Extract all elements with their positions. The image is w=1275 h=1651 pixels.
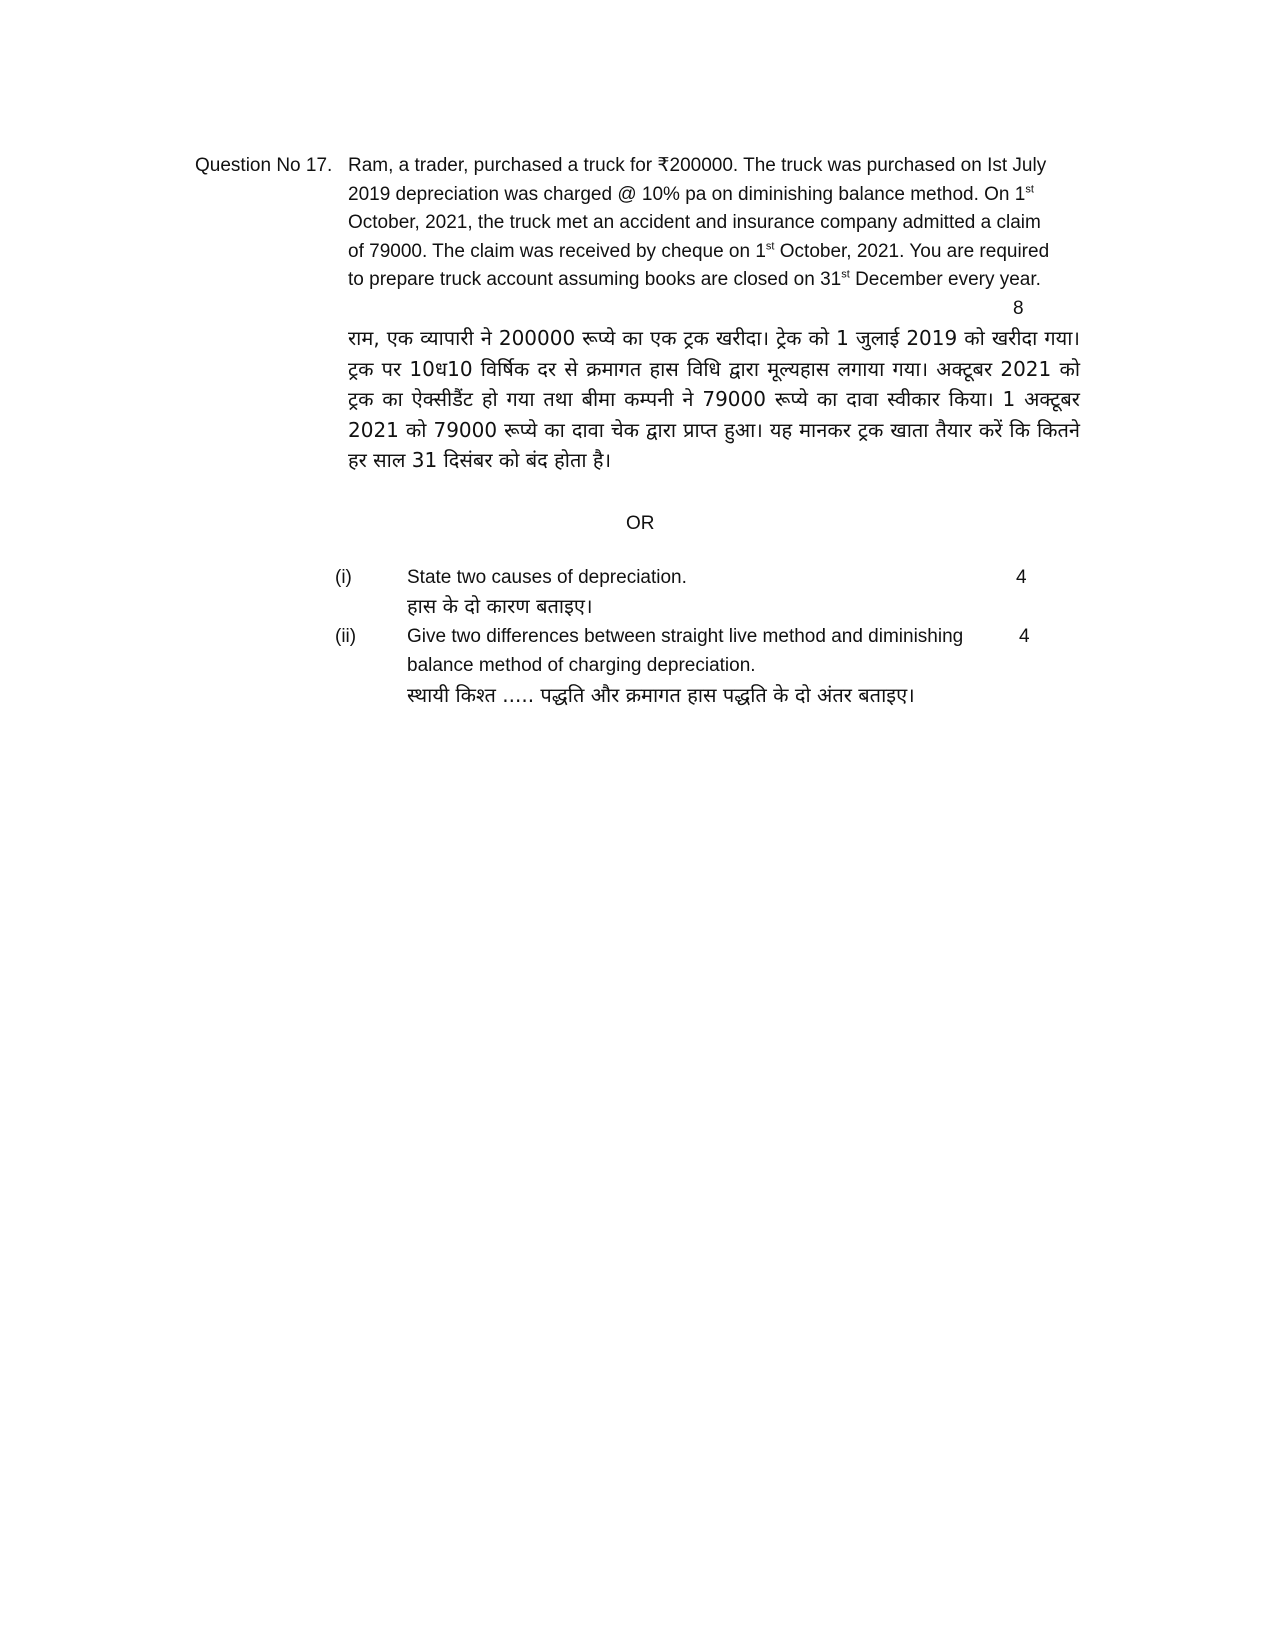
question-line-4 (348, 238, 1080, 267)
question-hindi-text: राम, एक व्यापारी ने 200000 रूप्ये का एक ट्रक खरीदा। ट्रेक को 1 जुलाई 2019 को खरीदा गया। ट्रक पर 10ध10 विर्षिक दर से क्रमागत हास विधि द्वारा मूल्यहास लगाया गया। अक्टूबर 2021 को ट्रक का ऐक्सीडैंट हो गया तथा बीमा कम्पनी ने 79000 रूप्ये का दावा स्वीकार किया। 1 अक्टूबर 2021 को 79000 रूप्ये का दावा चेक द्वारा प्राप्त हुआ। यह मानकर ट्रक खाता तैयार करें कि कितने हर साल 31 दिसंबर को बंद होता है। (348, 326, 1080, 472)
item-marks: 4 (1019, 626, 1030, 647)
question-line-2-text: 2019 depreciation was charged @ 10% pa on diminishing balance method. On 1 (348, 183, 1026, 205)
ordinal-suffix: st (841, 268, 850, 281)
item-marks: 4 (1016, 567, 1027, 588)
item-number: (ii) (335, 626, 357, 647)
question-line-5 (348, 266, 1080, 295)
item-hindi-text: स्थायी किश्त ..... पद्धति और क्रमागत हास पद्धति के दो अंतर बताइए। (407, 683, 915, 707)
item-number: (i) (335, 567, 352, 588)
question-line-4-b: October, 2021. You are required (774, 240, 1050, 262)
question-label: Question No 17. (195, 155, 333, 176)
item-english-text: Give two differences between straight live method and diminishing balance method of charging depreciation. (407, 626, 964, 676)
ordinal-suffix: st (765, 240, 775, 253)
question-line-2 (348, 181, 1080, 210)
item-english-text: State two causes of depreciation. (407, 567, 687, 588)
or-separator: OR (626, 513, 655, 534)
ordinal-suffix: st (1025, 183, 1034, 196)
question-line-3: October, 2021, the truck met an accident and insurance company admitted a claim (348, 212, 1041, 233)
question-line-5-b: December every year. (849, 269, 1041, 290)
question-english-text (348, 152, 1080, 295)
question-line-5-a: to prepare truck account assuming books are closed on 31 (348, 269, 842, 290)
item-hindi-text: हास के दो कारण बताइए। (407, 594, 593, 618)
question-line-1: Ram, a trader, purchased a truck for ₹200000. The truck was purchased on Ist July (348, 155, 1047, 176)
question-marks: 8 (1013, 298, 1024, 319)
question-line-4-a: of 79000. The claim was received by cheque on 1 (348, 240, 766, 262)
